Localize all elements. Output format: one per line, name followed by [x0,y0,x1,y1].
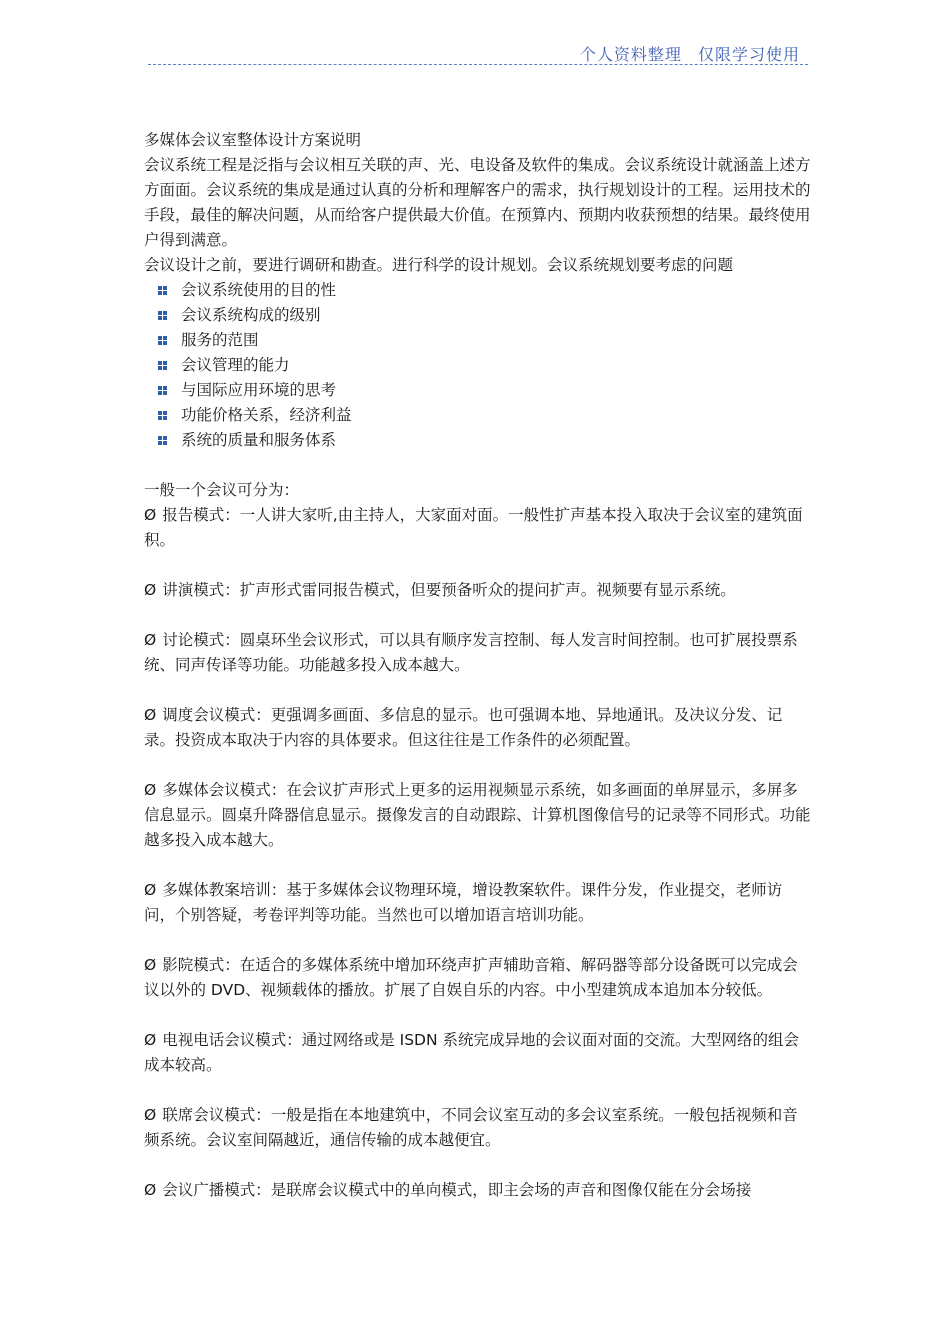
list-item: 系统的质量和服务体系 [158,428,812,453]
arrow-marker-icon: Ø [144,1106,157,1124]
mode-paragraph: Ø 会议广播模式：是联席会议模式中的单向模式，即主会场的声音和图像仅能在分会场接 [144,1181,752,1199]
arrow-marker-icon: Ø [144,506,157,524]
mode-paragraph: Ø 讲演模式：扩声形式雷同报告模式，但要预备听众的提问扩声。视频要有显示系统。 [144,581,736,599]
bullet-square-icon [158,286,167,295]
list-item: 与国际应用环境的思考 [158,378,812,403]
mode-paragraph: Ø 影院模式：在适合的多媒体系统中增加环绕声扩声辅助音箱、解码器等部分设备既可以完成会议以外的 DVD、视频载体的播放。扩展了自娱自乐的内容。中小型建筑成本追加本分较低。 [144,956,798,999]
intro-paragraph: 会议系统工程是泛指与会议相互关联的声、光、电设备及软件的集成。会议系统设计就涵盖上述方方面面。会议系统的集成是通过认真的分析和理解客户的需求，执行规划设计的工程。运用技术的手段，最佳的解决问题，从而给客户提供最大价值。在预算内、预期内收获预想的结果。最终使用户得到满意。 [144,156,811,249]
mode-paragraph: Ø 多媒体教案培训：基于多媒体会议物理环境，增设教案软件。课件分发，作业提交，老师访问，个别答疑，考卷评判等功能。当然也可以增加语言培训功能。 [144,881,783,924]
mode-paragraph: Ø 报告模式：一人讲大家听,由主持人，大家面对面。一般性扩声基本投入取决于会议室的建筑面积。 [144,506,803,549]
mode-paragraph: Ø 讨论模式：圆桌环坐会议形式，可以具有顺序发言控制、每人发言时间控制。也可扩展投票系统、同声传译等功能。功能越多投入成本越大。 [144,631,798,674]
list-item: 服务的范围 [158,328,812,353]
bullet-square-icon [158,336,167,345]
list-item: 功能价格关系，经济利益 [158,403,812,428]
mode-paragraph: Ø 联席会议模式：一般是指在本地建筑中，不同会议室互动的多会议室系统。一般包括视频和音频系统。会议室间隔越近，通信传输的成本越便宜。 [144,1106,798,1149]
mode-paragraph: Ø 电视电话会议模式：通过网络或是 ISDN 系统完成异地的会议面对面的交流。大型网络的组会成本较高。 [144,1031,800,1074]
modes-intro: 一般一个会议可分为： [144,481,300,499]
bullet-square-icon [158,361,167,370]
arrow-marker-icon: Ø [144,781,157,799]
arrow-marker-icon: Ø [144,1031,157,1049]
planning-intro: 会议设计之前，要进行调研和勘查。进行科学的设计规划。会议系统规划要考虑的问题 [144,256,734,274]
document-body [144,128,812,1203]
bullet-square-icon [158,311,167,320]
mode-paragraph: Ø 多媒体会议模式：在会议扩声形式上更多的运用视频显示系统，如多画面的单屏显示，多屏多信息显示。圆桌升降器信息显示。摄像发言的自动跟踪、计算机图像信号的记录等不同形式。功能越多投入成本越大。 [144,781,811,849]
arrow-marker-icon: Ø [144,706,157,724]
arrow-marker-icon: Ø [144,631,157,649]
bullet-square-icon [158,411,167,420]
arrow-marker-icon: Ø [144,581,157,599]
list-item: 会议管理的能力 [158,353,812,378]
document-title: 多媒体会议室整体设计方案说明 [144,131,362,149]
list-item: 会议系统构成的级别 [158,303,812,328]
arrow-marker-icon: Ø [144,1181,157,1199]
page-header [148,40,808,65]
list-item: 会议系统使用的目的性 [158,278,812,303]
mode-paragraph: Ø 调度会议模式：更强调多画面、多信息的显示。也可强调本地、异地通讯。及决议分发、记录。投资成本取决于内容的具体要求。但这往往是工作条件的必须配置。 [144,706,783,749]
considerations-list [144,278,812,453]
header-text: 个人资料整理 仅限学习使用 [579,45,800,64]
bullet-square-icon [158,386,167,395]
bullet-square-icon [158,436,167,445]
arrow-marker-icon: Ø [144,881,157,899]
arrow-marker-icon: Ø [144,956,157,974]
